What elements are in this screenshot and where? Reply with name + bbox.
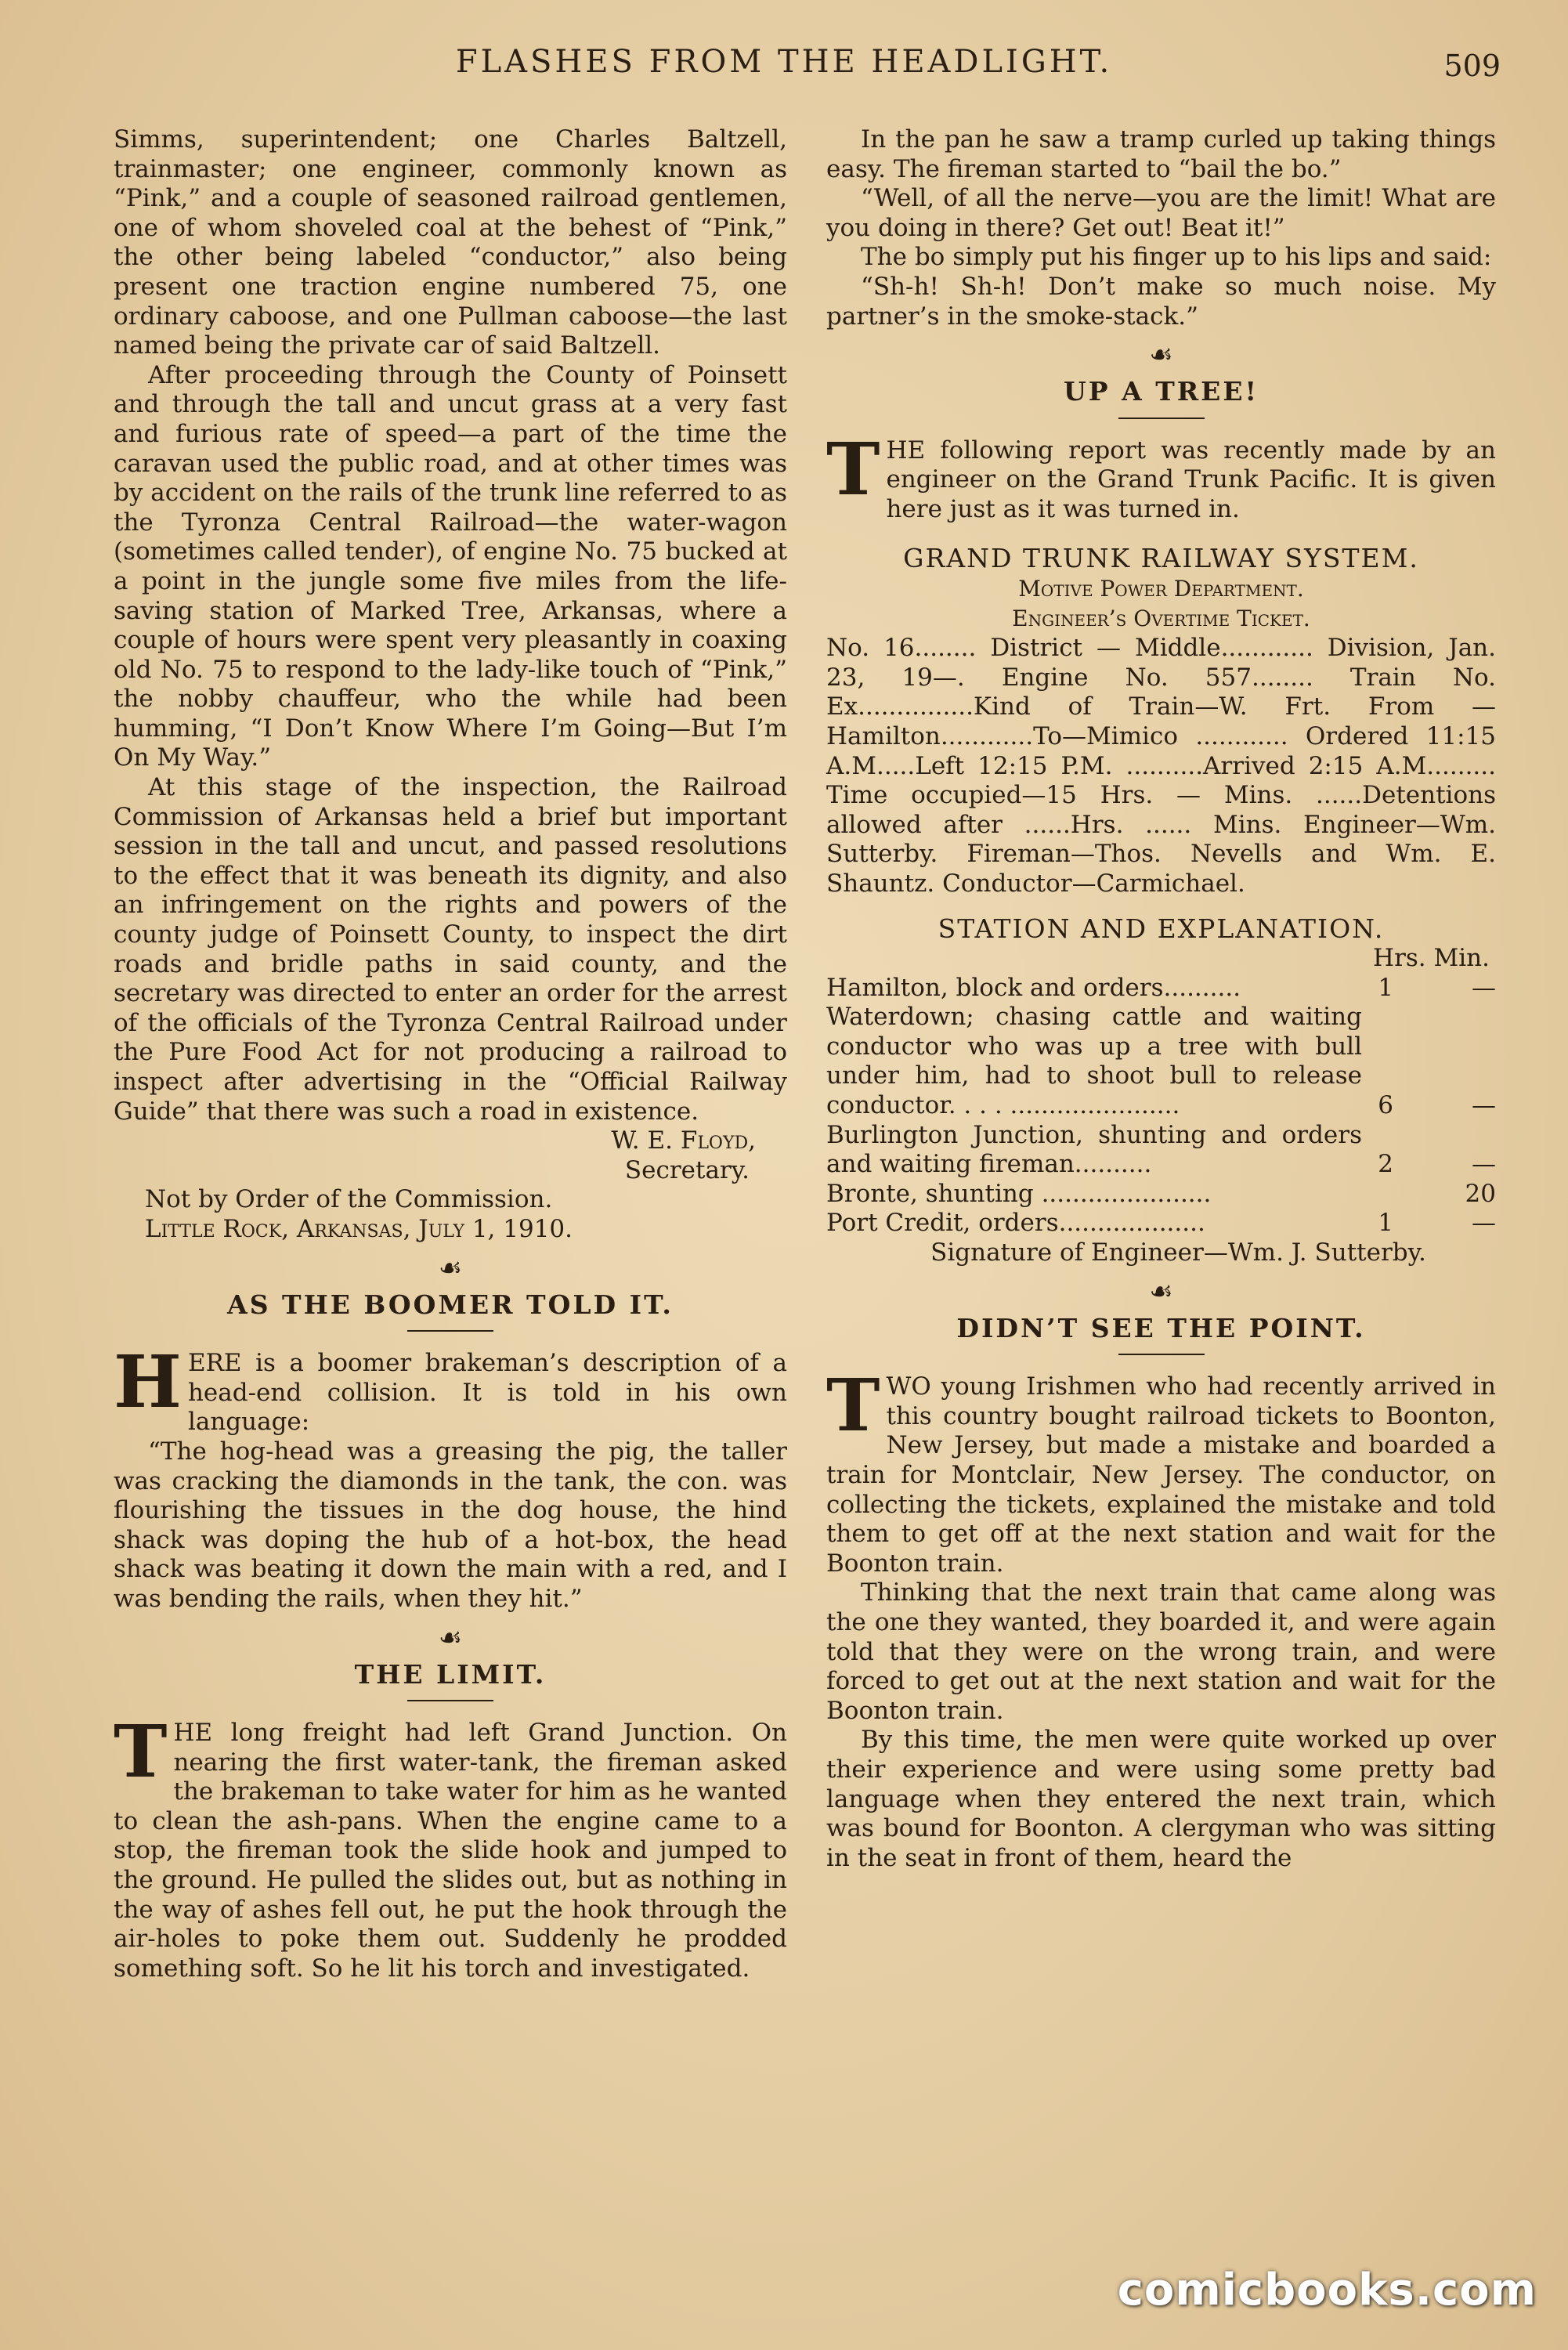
section-title-tree: UP A TREE! (1064, 376, 1259, 407)
article-paragraph: Thinking that the next train that came along was the one they wanted, they boarded it, and were again told that they were on the wrong train, and were forced to get out at the next station and wait for the Boonton train. (826, 1578, 1496, 1725)
overtime-ticket (826, 544, 1496, 899)
drop-cap: H (114, 1340, 182, 1425)
dateline: Little Rock, Arkansas, July 1, 1910. (145, 1214, 573, 1243)
divider (1118, 1354, 1205, 1355)
drop-cap: T (114, 1709, 168, 1795)
article-paragraph: “The hog-head was a greasing the pig, the taller was cracking the diamonds in the tank, the con. was flourishing the tissues in the dog house, the hind shack was doping the hub of a hot-box, the head shack was beating it down the main with a red, and I was bending the rails, when they hit.” (114, 1437, 787, 1613)
station-cell: Waterdown; chasing cattle and waiting conductor who was up a tree with bull under him, had to shoot bull to release conductor. . . . ...................... (826, 1003, 1362, 1120)
ticket-department: Motive Power Department. (1018, 576, 1304, 602)
hrs-cell: 1 (1378, 973, 1394, 1002)
hrs-cell (1362, 1180, 1409, 1209)
ornament-icon: ☙ (438, 1252, 463, 1284)
station-title: STATION AND EXPLANATION. (938, 913, 1385, 945)
station-cell: Port Credit, orders................... (826, 1209, 1205, 1238)
article-paragraph: Simms, superintendent; one Charles Baltzell, trainmaster; one engineer, commonly known as “Pink,” and a couple of seasoned railroad gentlemen, one of whom shoveled coal at the behest of “Pink,” the other being labeled “conductor,” also being present one traction engine numbered 75, one ordinary caboose, and one Pullman caboose—the last named being the private car of said Baltzell. (114, 125, 787, 360)
article-paragraph: “Sh-h! Sh-h! Don’t make so much noise. My partner’s in the smoke-stack.” (826, 272, 1496, 331)
table-row (826, 1209, 1496, 1238)
paragraph-text: HE following report was recently made by an engineer on the Grand Trunk Pacific. It is given here just as it was turned in. (886, 436, 1496, 523)
paragraph-text: WO young Irishmen who had recently arrived in this country bought railroad tickets to Boonton, New Jersey, but made a mistake and boarded a train for Montclair, New Jersey. The conductor, on collecting the tickets, explained the mistake and told them to get off at the next station and wait for the Boonton train. (826, 1372, 1496, 1578)
hrs-min-header: Hrs. Min. (1373, 944, 1490, 973)
article-paragraph: After proceeding through the County of Poinsett and through the tall and uncut grass at a very fast and furious rate of speed—a part of the time the caravan used the public road, and at other times was by accident on the rails of the trunk line referred to as the Tyronza Central Railroad—the water-wagon (sometimes called tender), of engine No. 75 bucked at a point in the jungle some five miles from the life-saving station of Marked Tree, Arkansas, where a couple of hours were spent very pleasantly in coaxing old No. 75 to respond to the lady-like touch of “Pink,” the nobby chauffeur, who the while had been humming, “I Don’t Know Where I’m Going—But I’m On My Way.” (114, 360, 787, 772)
station-cell: Hamilton, block and orders.......... (826, 973, 1241, 1002)
min-cell: — (1472, 973, 1496, 1002)
min-cell: — (1472, 1091, 1496, 1120)
section-title-point: DIDN’T SEE THE POINT. (956, 1312, 1366, 1343)
article-paragraph: By this time, the men were quite worked up over their experience and were using some pretty bad language when they entered the next train, which was bound for Boonton. A clergyman who was sitting in the seat in front of them, heard the (826, 1726, 1496, 1872)
section-title-boomer: AS THE BOOMER TOLD IT. (227, 1289, 674, 1320)
article-paragraph: “Well, of all the nerve—you are the limit! What are you doing in there? Get out! Beat it!” (826, 184, 1496, 242)
paragraph-text: HE long freight had left Grand Junction. On nearing the first water-tank, the fireman asked the brakeman to take water for him as he wanted to clean the ash-pans. When the engine came to a stop, the fireman took the slide hook and jumped to the ground. He pulled the slides out, but as nothing in the way of ashes fell out, he put the hook through the air-holes to poke them out. Suddenly he prodded something soft. So he lit his torch and investigated. (114, 1719, 787, 1983)
article-paragraph (114, 1709, 787, 1983)
drop-cap: T (826, 1363, 880, 1448)
article-paragraph: In the pan he saw a tramp curled up taking things easy. The fireman started to “bail the bo.” (826, 125, 1496, 183)
section-title-limit: THE LIMIT. (354, 1658, 547, 1690)
paragraph-text: ERE is a boomer brakeman’s description of a head-end collision. It is told in his own language: (187, 1349, 787, 1437)
ticket-name: Engineer’s Overtime Ticket. (1012, 606, 1310, 632)
signature-name: W. E. Floyd, (611, 1126, 756, 1155)
hrs-cell: 2 (1378, 1150, 1394, 1179)
divider (1118, 418, 1205, 419)
divider (407, 1700, 493, 1701)
ticket-title: GRAND TRUNK RAILWAY SYSTEM. (903, 542, 1419, 573)
article-paragraph: At this stage of the inspection, the Railroad Commission of Arkansas held a brief but important session in the tall and uncut, and passed resolutions to the effect that it was beneath its dignity, and also an infringement on the rights and powers of the county judge of Poinsett County, to inspect the dirt roads and bridle paths in said county, and the secretary was directed to enter an order for the arrest of the officials of the Tyronza Central Railroad under the Pure Food Act for not producing a railroad to inspect after advertising in the “Official Railway Guide” that there was such a road in existence. (114, 773, 787, 1126)
signature-title: Secretary. (624, 1155, 750, 1184)
divider (407, 1330, 493, 1332)
article-paragraph (826, 1363, 1496, 1578)
running-header: FLASHES FROM THE HEADLIGHT. (455, 44, 1113, 80)
drop-cap: T (826, 426, 880, 512)
hrs-cell: 6 (1378, 1091, 1394, 1120)
article-paragraph (114, 1340, 787, 1437)
article-paragraph: The bo simply put his finger up to his lips and said: (861, 243, 1492, 272)
engineer-signature: Signature of Engineer—Wm. J. Sutterby. (930, 1238, 1426, 1267)
watermark-logo: comicbooks.com (1117, 2265, 1537, 2316)
table-row (826, 1180, 1496, 1209)
right-column (826, 125, 1496, 1873)
hrs-cell: 1 (1378, 1209, 1394, 1238)
min-cell: 20 (1465, 1179, 1496, 1208)
station-cell: Bronte, shunting ...................... (826, 1179, 1212, 1208)
page-number: 509 (1443, 49, 1501, 83)
table-row (826, 974, 1496, 1003)
ornament-icon: ☙ (438, 1622, 463, 1654)
min-cell: — (1472, 1209, 1496, 1238)
closing-line: Not by Order of the Commission. (145, 1185, 553, 1214)
left-column (114, 125, 787, 1983)
station-cell: Burlington Junction, shunting and orders and waiting fireman.......... (826, 1120, 1362, 1179)
ticket-body: No. 16........ District — Middle............ Division, Jan. 23, 19—. Engine No. 557........ Train No. Ex...............Kind of Train—W. Frt. From — Hamilton............To—Mimico ............ Ordered 11:15 A.M.....Left 12:15 P.M. ..........Arrived 2:15 A.M......... Time occupied—15 Hrs. — Mins. ......Detentions allowed after ......Hrs. ...... Mins. Engineer—Wm. Sutterby. Fireman—Thos. Nevells and Wm. E. Shauntz. Conductor—Carmichael. (826, 634, 1496, 898)
table-row (826, 1003, 1496, 1120)
min-cell: — (1472, 1150, 1496, 1179)
ornament-icon: ☙ (1149, 1275, 1173, 1307)
table-row (826, 1121, 1496, 1180)
ornament-icon: ☙ (1149, 339, 1173, 371)
article-paragraph (826, 426, 1496, 525)
station-table (826, 974, 1496, 1238)
